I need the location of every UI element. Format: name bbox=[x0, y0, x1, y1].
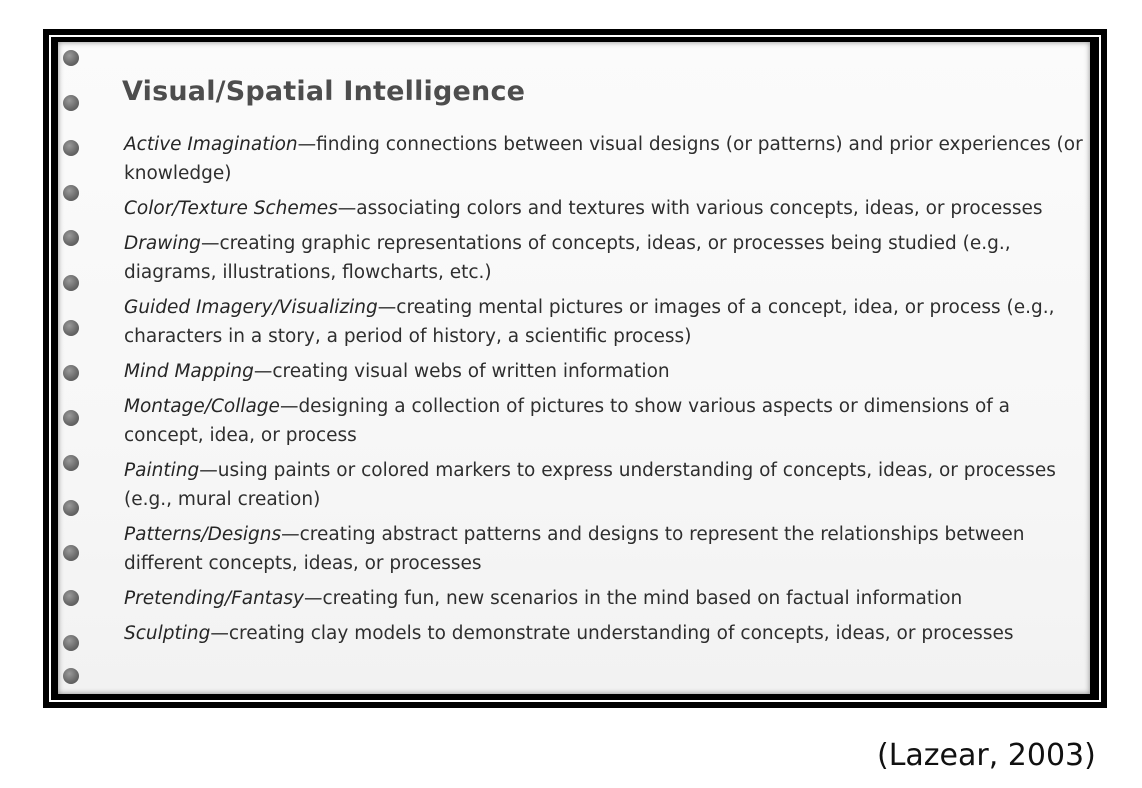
entry-definition: —creating visual webs of written information bbox=[253, 361, 670, 382]
list-item bbox=[124, 357, 1090, 386]
list-item bbox=[124, 194, 1090, 223]
list-item bbox=[124, 584, 1090, 613]
binder-hole bbox=[63, 365, 79, 381]
entry-definition: —designing a collection of pictures to show various aspects or dimensions of a concept, idea, or process bbox=[124, 396, 1010, 446]
entry-definition: —creating graphic representations of concepts, ideas, or processes being studied (e.g., diagrams, illustrations, flowcharts, etc.) bbox=[124, 233, 1011, 283]
entry-term: Sculpting bbox=[124, 623, 211, 644]
citation: (Lazear, 2003) bbox=[877, 738, 1096, 773]
list-item bbox=[124, 130, 1090, 188]
binder-hole bbox=[63, 455, 79, 471]
entry-term: Pretending/Fantasy bbox=[124, 588, 304, 609]
entry-term: Montage/Collage bbox=[124, 396, 280, 417]
binder-hole bbox=[63, 185, 79, 201]
binder-hole bbox=[63, 140, 79, 156]
entry-definition: —using paints or colored markers to express understanding of concepts, ideas, or processes (e.g., mural creation) bbox=[124, 460, 1056, 510]
binder-hole bbox=[63, 320, 79, 336]
binder-hole bbox=[63, 410, 79, 426]
binder-hole bbox=[63, 500, 79, 516]
binder-hole bbox=[63, 95, 79, 111]
binder-hole bbox=[63, 275, 79, 291]
binder-hole bbox=[63, 590, 79, 606]
entry-definition: —creating fun, new scenarios in the mind based on factual information bbox=[303, 588, 963, 609]
entry-definition: —finding connections between visual designs (or patterns) and prior experiences (or knowledge) bbox=[124, 134, 1083, 184]
entry-term: Mind Mapping bbox=[124, 361, 254, 382]
entry-definition: —creating mental pictures or images of a concept, idea, or process (e.g., characters in a story, a period of history, a scientific process) bbox=[124, 297, 1055, 347]
list-item bbox=[124, 456, 1090, 514]
entry-term: Active Imagination bbox=[124, 134, 298, 155]
entry-definition: —creating abstract patterns and designs to represent the relationships between different concepts, ideas, or processes bbox=[124, 524, 1025, 574]
binder-hole bbox=[63, 230, 79, 246]
entry-definition: —creating clay models to demonstrate understanding of concepts, ideas, or processes bbox=[210, 623, 1014, 644]
scanned-page bbox=[58, 42, 1090, 694]
intelligence-activities-list bbox=[124, 130, 1090, 654]
list-item bbox=[124, 293, 1090, 351]
entry-term: Guided Imagery/Visualizing bbox=[124, 297, 378, 318]
entry-term: Color/Texture Schemes bbox=[124, 198, 338, 219]
entry-term: Drawing bbox=[124, 233, 201, 254]
binder-hole bbox=[63, 668, 79, 684]
list-item bbox=[124, 619, 1090, 648]
list-item bbox=[124, 392, 1090, 450]
entry-term: Patterns/Designs bbox=[124, 524, 282, 545]
binder-holes bbox=[63, 50, 83, 690]
list-item bbox=[124, 520, 1090, 578]
page-title: Visual/Spatial Intelligence bbox=[122, 76, 526, 107]
binder-hole bbox=[63, 545, 79, 561]
entry-term: Painting bbox=[124, 460, 200, 481]
scanned-page-frame bbox=[43, 29, 1107, 708]
list-item bbox=[124, 229, 1090, 287]
binder-hole bbox=[63, 50, 79, 66]
entry-definition: —associating colors and textures with various concepts, ideas, or processes bbox=[337, 198, 1043, 219]
binder-hole bbox=[63, 635, 79, 651]
